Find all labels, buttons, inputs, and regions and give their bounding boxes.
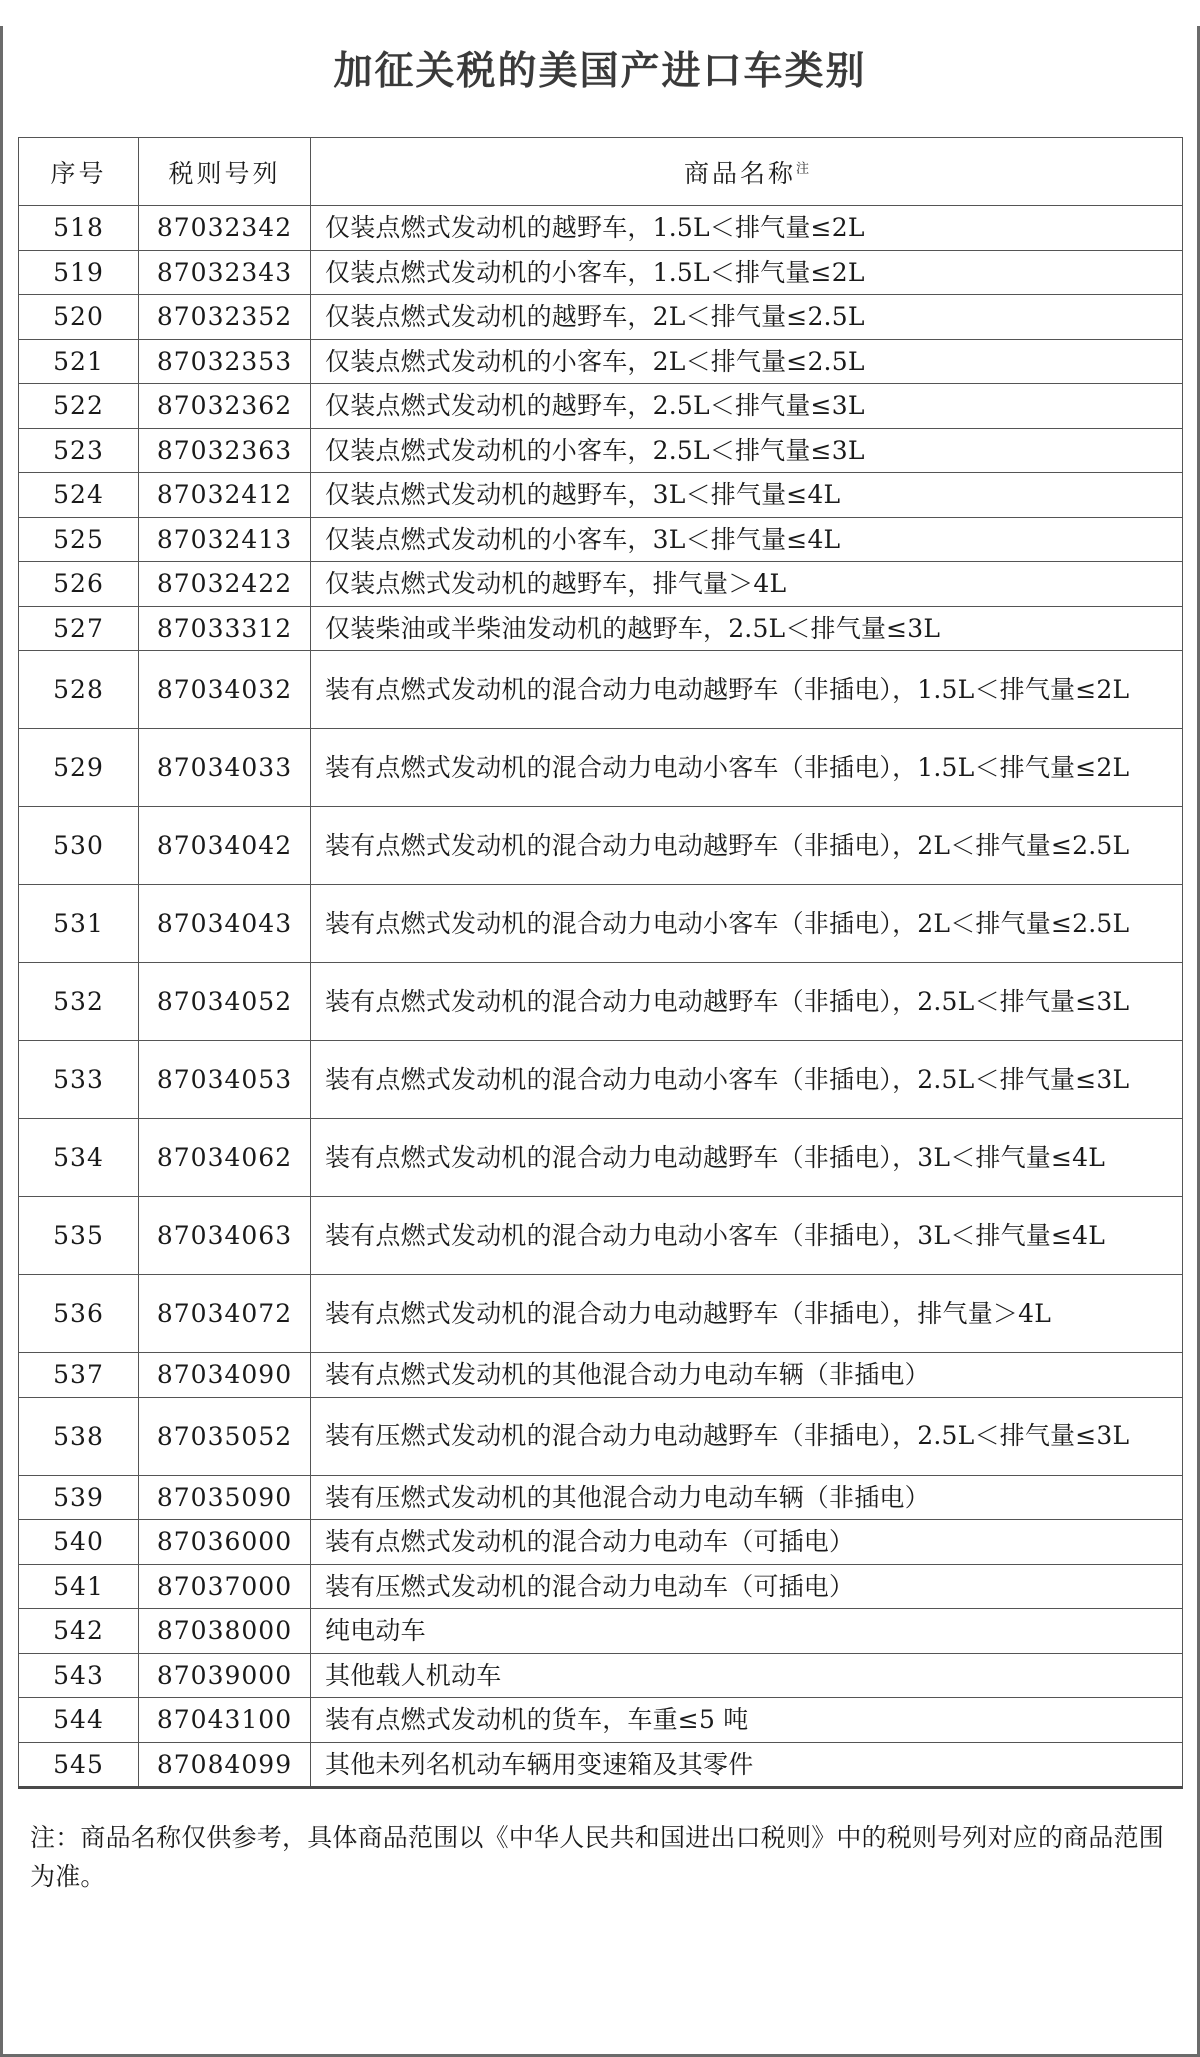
table-row — [19, 1119, 1183, 1197]
cell-serial-number: 522 — [19, 384, 139, 429]
cell-tariff-code: 87032362 — [139, 384, 311, 429]
cell-serial-number: 530 — [19, 807, 139, 885]
table-row — [19, 1041, 1183, 1119]
footnote-marker: 注 — [796, 161, 810, 177]
cell-serial-number: 535 — [19, 1197, 139, 1275]
table-body — [19, 206, 1183, 1788]
cell-serial-number: 528 — [19, 651, 139, 729]
cell-tariff-code: 87034042 — [139, 807, 311, 885]
cell-serial-number: 544 — [19, 1698, 139, 1743]
cell-commodity-name: 仅装点燃式发动机的小客车，3L＜排气量≤4L — [311, 517, 1183, 562]
cell-tariff-code: 87032343 — [139, 250, 311, 295]
cell-tariff-code: 87032342 — [139, 206, 311, 251]
cell-serial-number: 545 — [19, 1742, 139, 1788]
cell-tariff-code: 87032412 — [139, 473, 311, 518]
column-header-commodity-name-label: 商品名称 — [683, 158, 796, 188]
table-row — [19, 1653, 1183, 1698]
table-row — [19, 562, 1183, 607]
cell-tariff-code: 87084099 — [139, 1742, 311, 1788]
cell-serial-number: 532 — [19, 963, 139, 1041]
cell-commodity-name: 装有点燃式发动机的混合动力电动越野车（非插电），排气量＞4L — [311, 1275, 1183, 1353]
table-row — [19, 807, 1183, 885]
cell-tariff-code: 87032363 — [139, 428, 311, 473]
page-title: 加征关税的美国产进口车类别 — [333, 49, 867, 95]
table-row — [19, 428, 1183, 473]
cell-tariff-code: 87033312 — [139, 606, 311, 651]
cell-commodity-name: 装有压燃式发动机的其他混合动力电动车辆（非插电） — [311, 1475, 1183, 1520]
cell-serial-number: 534 — [19, 1119, 139, 1197]
column-header-commodity-name — [311, 138, 1183, 206]
table-row — [19, 885, 1183, 963]
table-header-row — [19, 138, 1183, 206]
cell-serial-number: 538 — [19, 1397, 139, 1475]
table-row — [19, 1520, 1183, 1565]
cell-commodity-name: 装有点燃式发动机的混合动力电动小客车（非插电），2L＜排气量≤2.5L — [311, 885, 1183, 963]
cell-serial-number: 529 — [19, 729, 139, 807]
cell-tariff-code: 87032352 — [139, 295, 311, 340]
cell-commodity-name: 仅装点燃式发动机的越野车，排气量＞4L — [311, 562, 1183, 607]
cell-serial-number: 520 — [19, 295, 139, 340]
table-row — [19, 963, 1183, 1041]
cell-commodity-name: 仅装点燃式发动机的越野车，3L＜排气量≤4L — [311, 473, 1183, 518]
cell-serial-number: 533 — [19, 1041, 139, 1119]
cell-tariff-code: 87034053 — [139, 1041, 311, 1119]
cell-commodity-name: 其他未列名机动车辆用变速箱及其零件 — [311, 1742, 1183, 1788]
page-frame-left-border — [0, 26, 3, 2057]
table-row — [19, 1275, 1183, 1353]
cell-commodity-name: 装有点燃式发动机的其他混合动力电动车辆（非插电） — [311, 1353, 1183, 1398]
cell-tariff-code: 87037000 — [139, 1564, 311, 1609]
cell-serial-number: 536 — [19, 1275, 139, 1353]
cell-commodity-name: 仅装柴油或半柴油发动机的越野车，2.5L＜排气量≤3L — [311, 606, 1183, 651]
table-row — [19, 1609, 1183, 1654]
cell-serial-number: 540 — [19, 1520, 139, 1565]
table-footnote: 注：商品名称仅供参考，具体商品范围以《中华人民共和国进出口税则》中的税则号列对应的商品范围为准。 — [30, 1823, 1165, 1891]
column-header-serial-number: 序号 — [19, 138, 139, 206]
cell-tariff-code: 87032413 — [139, 517, 311, 562]
cell-tariff-code: 87036000 — [139, 1520, 311, 1565]
table-row — [19, 1475, 1183, 1520]
cell-serial-number: 537 — [19, 1353, 139, 1398]
table-row — [19, 1742, 1183, 1788]
document-page — [0, 26, 1200, 2057]
cell-serial-number: 521 — [19, 339, 139, 384]
cell-serial-number: 542 — [19, 1609, 139, 1654]
cell-tariff-code: 87034063 — [139, 1197, 311, 1275]
cell-serial-number: 527 — [19, 606, 139, 651]
cell-commodity-name: 装有点燃式发动机的混合动力电动小客车（非插电），2.5L＜排气量≤3L — [311, 1041, 1183, 1119]
table-row — [19, 651, 1183, 729]
cell-commodity-name: 装有点燃式发动机的混合动力电动越野车（非插电），2.5L＜排气量≤3L — [311, 963, 1183, 1041]
cell-tariff-code: 87034062 — [139, 1119, 311, 1197]
cell-commodity-name: 纯电动车 — [311, 1609, 1183, 1654]
table-row — [19, 606, 1183, 651]
table-row — [19, 250, 1183, 295]
cell-serial-number: 524 — [19, 473, 139, 518]
cell-tariff-code: 87032422 — [139, 562, 311, 607]
cell-serial-number: 525 — [19, 517, 139, 562]
cell-commodity-name: 装有点燃式发动机的混合动力电动小客车（非插电），1.5L＜排气量≤2L — [311, 729, 1183, 807]
cell-tariff-code: 87032353 — [139, 339, 311, 384]
cell-commodity-name: 仅装点燃式发动机的小客车，2L＜排气量≤2.5L — [311, 339, 1183, 384]
table-row — [19, 1353, 1183, 1398]
cell-tariff-code: 87035090 — [139, 1475, 311, 1520]
cell-commodity-name: 其他载人机动车 — [311, 1653, 1183, 1698]
cell-serial-number: 518 — [19, 206, 139, 251]
cell-tariff-code: 87034090 — [139, 1353, 311, 1398]
cell-serial-number: 541 — [19, 1564, 139, 1609]
cell-commodity-name: 仅装点燃式发动机的越野车，2L＜排气量≤2.5L — [311, 295, 1183, 340]
cell-tariff-code: 87034032 — [139, 651, 311, 729]
table-row — [19, 517, 1183, 562]
table-header — [19, 138, 1183, 206]
cell-commodity-name: 装有点燃式发动机的混合动力电动越野车（非插电），3L＜排气量≤4L — [311, 1119, 1183, 1197]
table-row — [19, 1698, 1183, 1743]
cell-commodity-name: 装有点燃式发动机的货车，车重≤5 吨 — [311, 1698, 1183, 1743]
table-row — [19, 1564, 1183, 1609]
cell-tariff-code: 87034072 — [139, 1275, 311, 1353]
cell-commodity-name: 仅装点燃式发动机的越野车，2.5L＜排气量≤3L — [311, 384, 1183, 429]
cell-tariff-code: 87038000 — [139, 1609, 311, 1654]
cell-serial-number: 519 — [19, 250, 139, 295]
cell-tariff-code: 87043100 — [139, 1698, 311, 1743]
cell-tariff-code: 87035052 — [139, 1397, 311, 1475]
cell-commodity-name: 装有压燃式发动机的混合动力电动车（可插电） — [311, 1564, 1183, 1609]
cell-serial-number: 543 — [19, 1653, 139, 1698]
tariff-table — [18, 137, 1183, 1789]
cell-serial-number: 526 — [19, 562, 139, 607]
cell-tariff-code: 87039000 — [139, 1653, 311, 1698]
table-row — [19, 206, 1183, 251]
cell-commodity-name: 装有点燃式发动机的混合动力电动车（可插电） — [311, 1520, 1183, 1565]
cell-commodity-name: 装有压燃式发动机的混合动力电动越野车（非插电），2.5L＜排气量≤3L — [311, 1397, 1183, 1475]
cell-commodity-name: 仅装点燃式发动机的越野车，1.5L＜排气量≤2L — [311, 206, 1183, 251]
cell-serial-number: 539 — [19, 1475, 139, 1520]
table-row — [19, 1197, 1183, 1275]
cell-commodity-name: 装有点燃式发动机的混合动力电动越野车（非插电），2L＜排气量≤2.5L — [311, 807, 1183, 885]
cell-commodity-name: 装有点燃式发动机的混合动力电动越野车（非插电），1.5L＜排气量≤2L — [311, 651, 1183, 729]
table-row — [19, 295, 1183, 340]
cell-commodity-name: 仅装点燃式发动机的小客车，2.5L＜排气量≤3L — [311, 428, 1183, 473]
cell-commodity-name: 仅装点燃式发动机的小客车，1.5L＜排气量≤2L — [311, 250, 1183, 295]
table-row — [19, 729, 1183, 807]
table-row — [19, 339, 1183, 384]
cell-serial-number: 531 — [19, 885, 139, 963]
cell-serial-number: 523 — [19, 428, 139, 473]
table-row — [19, 473, 1183, 518]
column-header-tariff-code: 税则号列 — [139, 138, 311, 206]
cell-tariff-code: 87034043 — [139, 885, 311, 963]
cell-tariff-code: 87034033 — [139, 729, 311, 807]
table-row — [19, 384, 1183, 429]
cell-commodity-name: 装有点燃式发动机的混合动力电动小客车（非插电），3L＜排气量≤4L — [311, 1197, 1183, 1275]
cell-tariff-code: 87034052 — [139, 963, 311, 1041]
table-row — [19, 1397, 1183, 1475]
